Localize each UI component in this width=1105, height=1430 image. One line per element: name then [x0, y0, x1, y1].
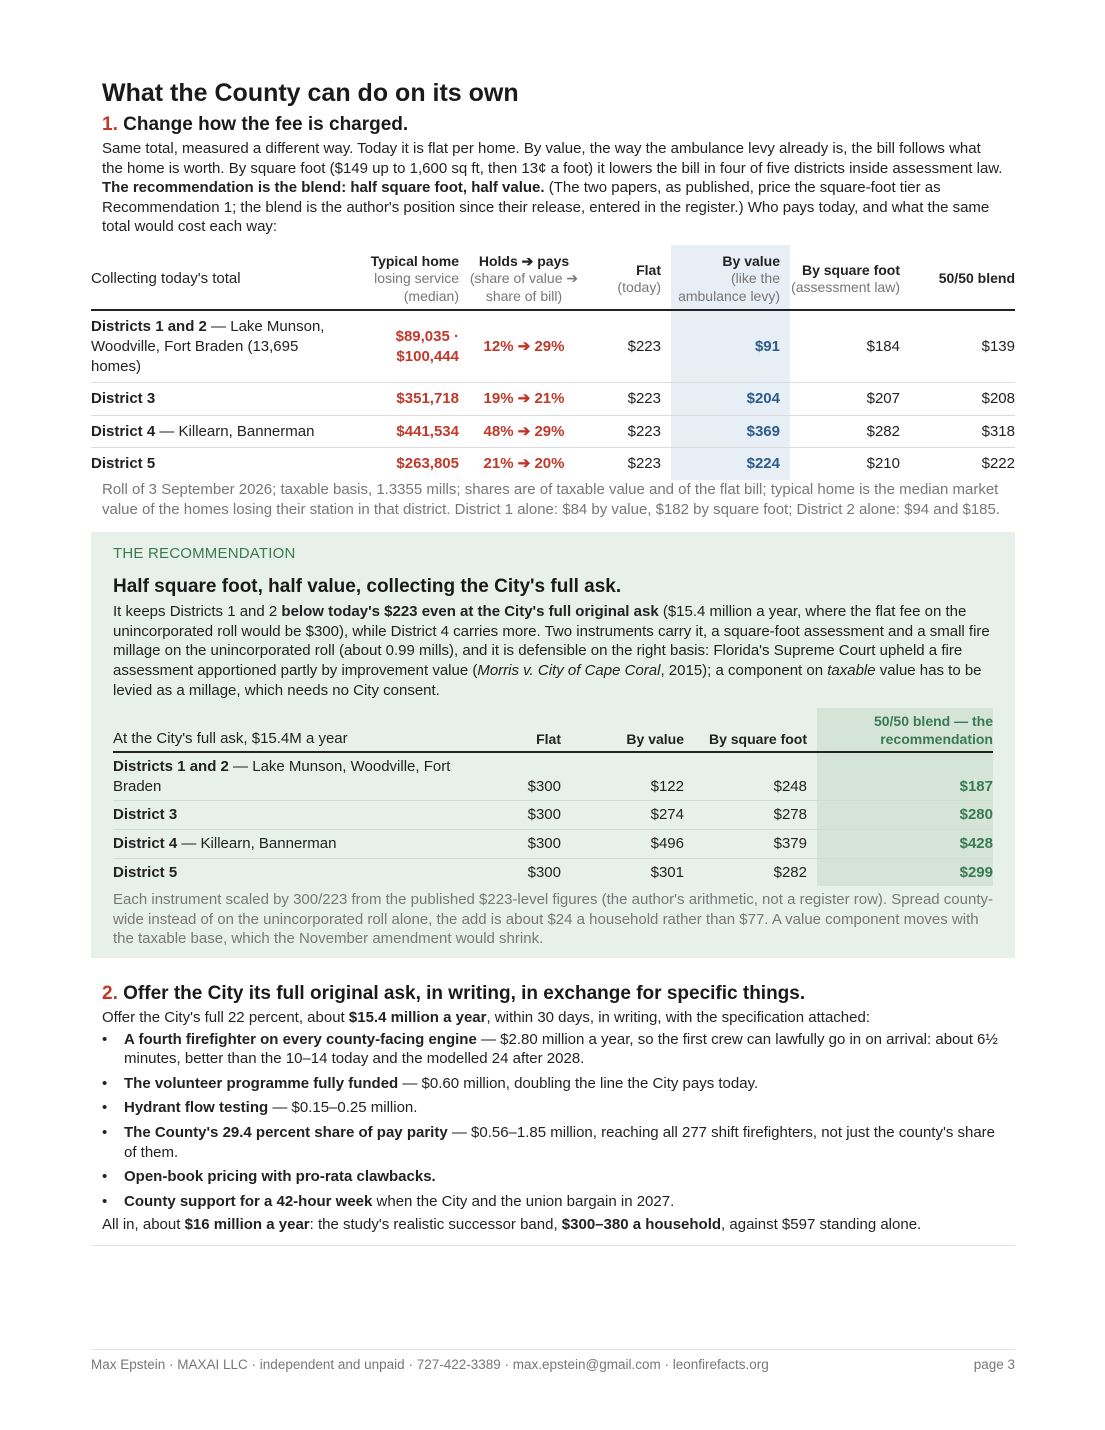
recommendation-body: It keeps Districts 1 and 2 below today's $223 even at the City's full original ask ($15.4 million a year, where the flat fee on the unincorporated roll would be $300), while District 4 carries more. Two instruments carry it, a square-foot assessment and a small fire millage on the unincorporated roll (about 0.99 mills), and it is defensible on the right basis: Florida's Supreme Court upheld a fire assessment apportioned partly by improvement value (Morris v. City of Cape Coral, 2015); a component on taxable value has to be levied as a millage, which needs no City consent. — [113, 603, 990, 699]
page-title: What the County can do on its own — [102, 79, 519, 107]
table-row: Districts 1 and 2 — Lake Munson, Woodville, Fort Braden (13,695 homes) $89,035 · $100,444 12% ➔ 29% $223 $91 $184 $139 — [91, 310, 1015, 382]
table-header-row — [113, 708, 993, 752]
col-typical-home: Typical home losing service (median) — [370, 252, 459, 304]
list-item: • A fourth firefighter on every county-facing engine — $2.80 million a year, so the first crew can lawfully go in on arrival: about 6½ minutes, better than the 10–14 today and the modelled 24 after 2028. — [102, 1030, 1005, 1069]
col-blend-recommendation: 50/50 blend — the recommendation — [817, 708, 993, 752]
full-ask-table — [113, 708, 993, 886]
footer-contact: Max Epstein · MAXAI LLC · independent and unpaid · 727-422-3389 · max.epstein@gmail.com · leonfirefacts.org — [91, 1357, 769, 1372]
table-row: District 5 $300 $301 $282 $299 — [113, 858, 993, 886]
list-item: • County support for a 42-hour week when the City and the union bargain in 2027. — [102, 1192, 1005, 1212]
list-item: • Open-book pricing with pro-rata clawbacks. — [102, 1167, 1005, 1187]
district-cost-table — [91, 245, 1015, 480]
table-1-note: Roll of 3 September 2026; taxable basis, 1.3355 mills; shares are of taxable value and of the flat bill; typical home is the median market value of the homes losing their station in that district. District 1 alone: $84 by value, $182 by square foot; District 2 alone: $94 and $185. — [102, 481, 1001, 518]
table-row: District 3 $300 $274 $278 $280 — [113, 801, 993, 830]
page-footer — [91, 1349, 1015, 1374]
col-by-value: By value (like the ambulance levy) — [671, 245, 790, 311]
intro-text-bold: The recommendation is the blend: half square foot, half value. — [102, 179, 545, 197]
table-header-row — [91, 245, 1015, 311]
col-flat: Flat (today) — [617, 261, 661, 296]
list-item: • The volunteer programme fully funded — $0.60 million, doubling the line the City pays today. — [102, 1074, 1005, 1094]
intro-text-b: (The two papers, as published, price the square-foot tier as Recommendation 1; the blend is the author's position since their release, entered in the register.) Who pays today, and what the same total would cost each way: — [102, 179, 990, 236]
section-2-title: Offer the City its full original ask, in writing, in exchange for specific things. — [123, 982, 806, 1004]
section-1-title: Change how the fee is charged. — [123, 114, 409, 135]
section-2-heading — [102, 982, 1005, 1006]
section-1-number: 1. — [102, 114, 118, 135]
recommendation-heading: Half square foot, half value, collecting the City's full ask. — [113, 576, 622, 598]
intro-text-a: Same total, measured a different way. Today it is flat per home. By value, the way the ambulance levy already is, the bill follows what the home is worth. By square foot ($149 up to 1,600 sq ft, then 13¢ a foot) it lowers the bill in four of five districts inside assessment law. — [102, 140, 1003, 177]
col-label: At the City's full ask, $15.4M a year — [113, 730, 348, 748]
section-1-intro — [102, 139, 1005, 237]
page-content — [91, 78, 1015, 1246]
list-item: • The County's 29.4 percent share of pay parity — $0.56–1.85 million, reaching all 277 shift firefighters, not just the county's share of them. — [102, 1123, 1005, 1162]
col-label: Collecting today's total — [91, 270, 241, 288]
section-divider — [91, 1245, 1015, 1246]
list-item: • Hydrant flow testing — $0.15–0.25 million. — [102, 1098, 1005, 1118]
recommendation-box — [91, 532, 1015, 958]
recommendation-note: Each instrument scaled by 300/223 from the published $223-level figures (the author's arithmetic, not a register row). Spread county-wide instead of on the unincorporated roll alone, the add is about $24 a household rather than $77. A value component moves with the taxable base, which the November amendment would shrink. — [113, 891, 993, 948]
section-2-intro: Offer the City's full 22 percent, about $15.4 million a year, within 30 days, in writing, with the specification attached: — [102, 1008, 871, 1026]
col-holds-pays: Holds ➔ pays (share of value ➔ share of bill) — [469, 252, 579, 304]
col-flat: Flat — [536, 731, 561, 748]
col-blend: 50/50 blend — [938, 270, 1015, 287]
col-by-square-foot: By square foot (assessment law) — [791, 261, 900, 296]
col-by-value: By value — [626, 731, 684, 748]
table-row: District 5 $263,805 21% ➔ 20% $223 $224 $210 $222 — [91, 448, 1015, 480]
table-row: District 3 $351,718 19% ➔ 21% $223 $204 $207 $208 — [91, 383, 1015, 416]
section-1-heading — [102, 113, 1005, 137]
recommendation-kicker: THE RECOMMENDATION — [113, 545, 296, 563]
offer-list — [102, 1030, 1005, 1212]
table-row: District 4 — Killearn, Bannerman $441,534 48% ➔ 29% $223 $369 $282 $318 — [91, 415, 1015, 448]
table-row: Districts 1 and 2 — Lake Munson, Woodville, Fort Braden $300 $122 $248 $187 — [113, 752, 993, 801]
page-number: page 3 — [973, 1357, 1015, 1372]
col-by-square-foot: By square foot — [708, 731, 807, 748]
section-2-number: 2. — [102, 982, 118, 1004]
table-row: District 4 — Killearn, Bannerman $300 $496 $379 $428 — [113, 829, 993, 858]
section-2-closing: All in, about $16 million a year: the study's realistic successor band, $300–380 a household, against $597 standing alone. — [102, 1216, 922, 1234]
